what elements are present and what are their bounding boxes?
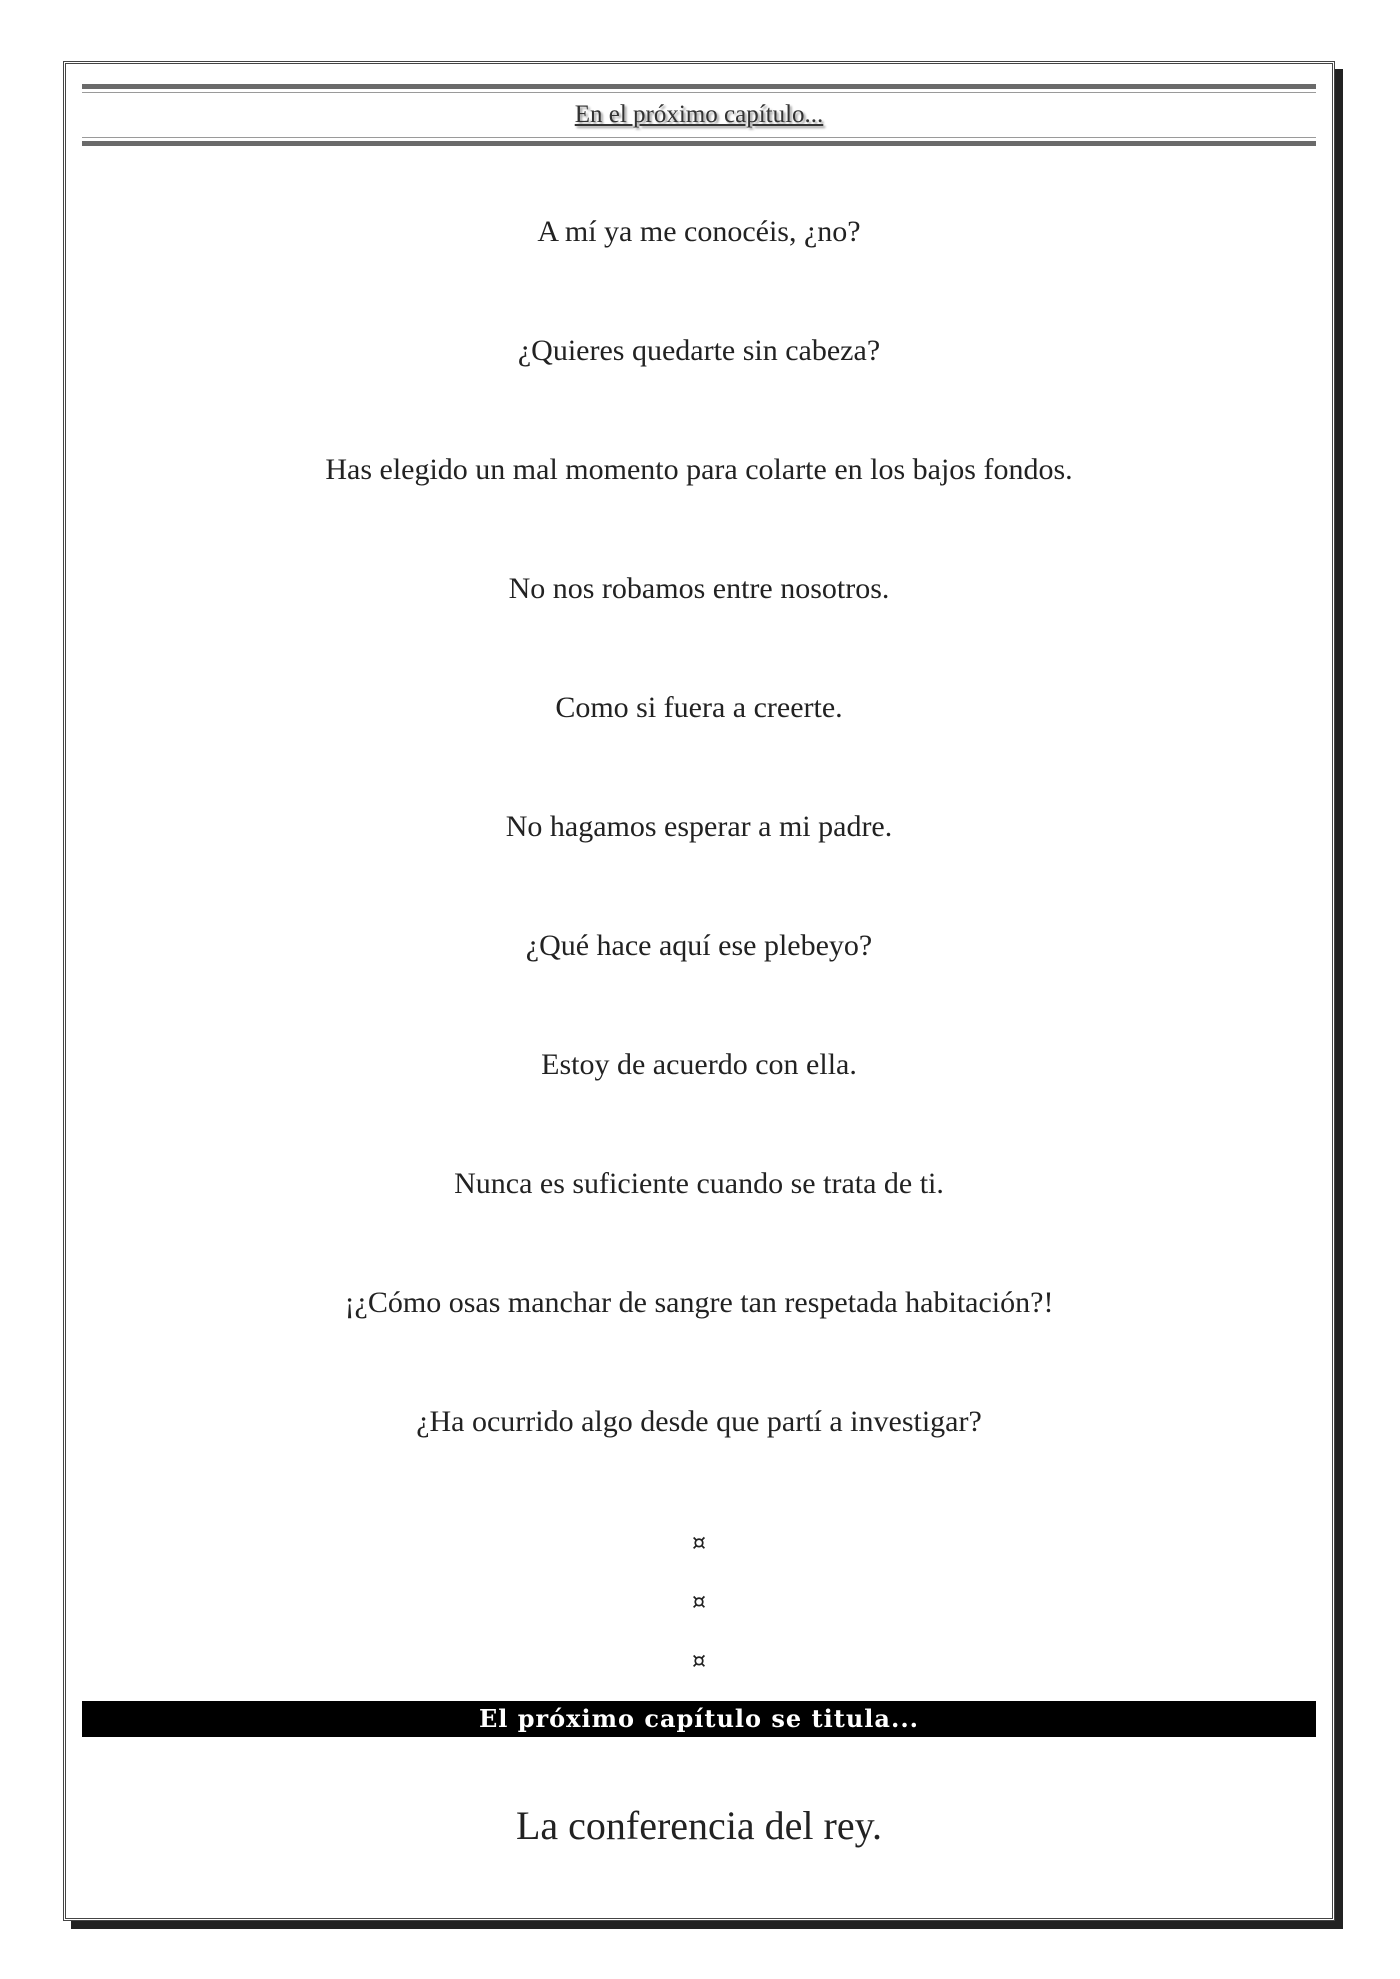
ornament-icon: ¤ — [692, 1649, 706, 1674]
dialogue-line: Estoy de acuerdo con ella. — [541, 1048, 857, 1081]
ornament-separator — [66, 1529, 1332, 1706]
ornament-icon: ¤ — [692, 1590, 706, 1615]
next-chapter-title: La conferencia del rey. — [515, 1803, 883, 1848]
dialogue-line: A mí ya me conocéis, ¿no? — [537, 215, 861, 248]
page-frame — [63, 61, 1335, 1921]
dialogue-line: No hagamos esperar a mi padre. — [505, 810, 893, 843]
dialogue-line: ¡¿Cómo osas manchar de sangre tan respetada habitación?! — [344, 1286, 1054, 1319]
dialogue-line: Nunca es suficiente cuando se trata de ti. — [454, 1167, 944, 1200]
header-title: En el próximo capítulo... — [574, 101, 824, 128]
dialogue-line: ¿Qué hace aquí ese plebeyo? — [525, 929, 873, 962]
next-chapter-banner: El próximo capítulo se titula... — [82, 1701, 1316, 1737]
dialogue-line: No nos robamos entre nosotros. — [508, 572, 890, 605]
ornament-icon: ¤ — [692, 1531, 706, 1556]
dialogue-line: ¿Quieres quedarte sin cabeza? — [517, 334, 881, 367]
dialogue-line: Has elegido un mal momento para colarte en los bajos fondos. — [325, 453, 1073, 486]
header-bar — [82, 84, 1316, 146]
dialogue-line: ¿Ha ocurrido algo desde que partí a investigar? — [416, 1405, 982, 1438]
dialogue-line: Como si fuera a creerte. — [555, 691, 843, 724]
dialogue-lines — [66, 214, 1332, 1523]
